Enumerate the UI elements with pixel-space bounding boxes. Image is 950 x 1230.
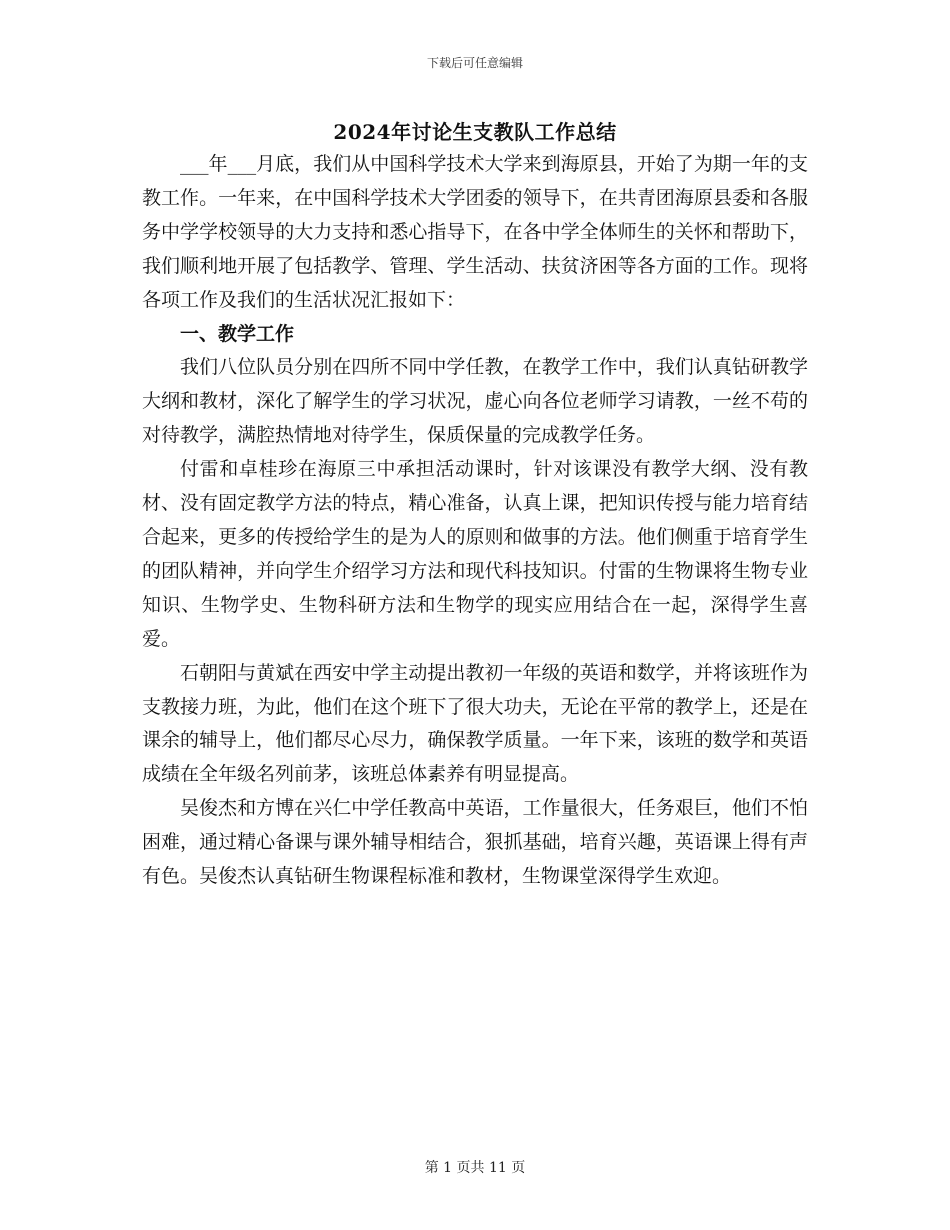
paragraph-intro: ___年___月底，我们从中国科学技术大学来到海原县，开始了为期一年的支教工作。一年来，在中国科学技术大学团委的领导下，在共青团海原县委和各服务中学学校领导的大力支持和悉心指导下，在各中学全体师生的关怀和帮助下，我们顺利地开展了包括教学、管理、学生活动、扶贫济困等各方面的工作。现将各项工作及我们的生活状况汇报如下： bbox=[142, 153, 808, 311]
paragraph-xingren-middle-school: 吴俊杰和方博在兴仁中学任教高中英语，工作量很大，任务艰巨，他们不怕困难，通过精心备课与课外辅导相结合，狠抓基础，培育兴趣，英语课上得有声有色。吴俊杰认真钻研生物课程标准和教材，生物课堂深得学生欢迎。 bbox=[142, 797, 808, 888]
paragraph-xian-middle-school: 石朝阳与黄斌在西安中学主动提出教初一年级的英语和数学，并将该班作为支教接力班，为此，他们在这个班下了很大功夫，无论在平常的教学上，还是在课余的辅导上，他们都尽心尽力，确保教学质量。一年下来，该班的数学和英语成绩在全年级名列前茅，该班总体素养有明显提高。 bbox=[142, 661, 808, 786]
document-body bbox=[142, 148, 808, 894]
header-note: 下载后可任意编辑 bbox=[426, 56, 523, 70]
paragraph-teaching-overview: 我们八位队员分别在四所不同中学任教，在教学工作中，我们认真钻研教学大纲和教材，深化了解学生的学习状况，虚心向各位老师学习请教，一丝不苟的对待教学，满腔热情地对待学生，保质保量的完成教学任务。 bbox=[142, 356, 808, 447]
section-heading-teaching: 一、教学工作 bbox=[180, 322, 295, 345]
document-title: 2024年讨论生支教队工作总结 bbox=[333, 120, 617, 144]
paragraph-haiyuan-no3: 付雷和卓桂珍在海原三中承担活动课时，针对该课没有教学大纲、没有教材、没有固定教学方法的特点，精心准备，认真上课，把知识传授与能力培育结合起来，更多的传授给学生的是为人的原则和做事的方法。他们侧重于培育学生的团队精神，并向学生介绍学习方法和现代科技知识。付雷的生物课将生物专业知识、生物学史、生物科研方法和生物学的现实应用结合在一起，深得学生喜爱。 bbox=[142, 458, 808, 650]
page-footer: 第 1 页共 11 页 bbox=[424, 1160, 526, 1176]
